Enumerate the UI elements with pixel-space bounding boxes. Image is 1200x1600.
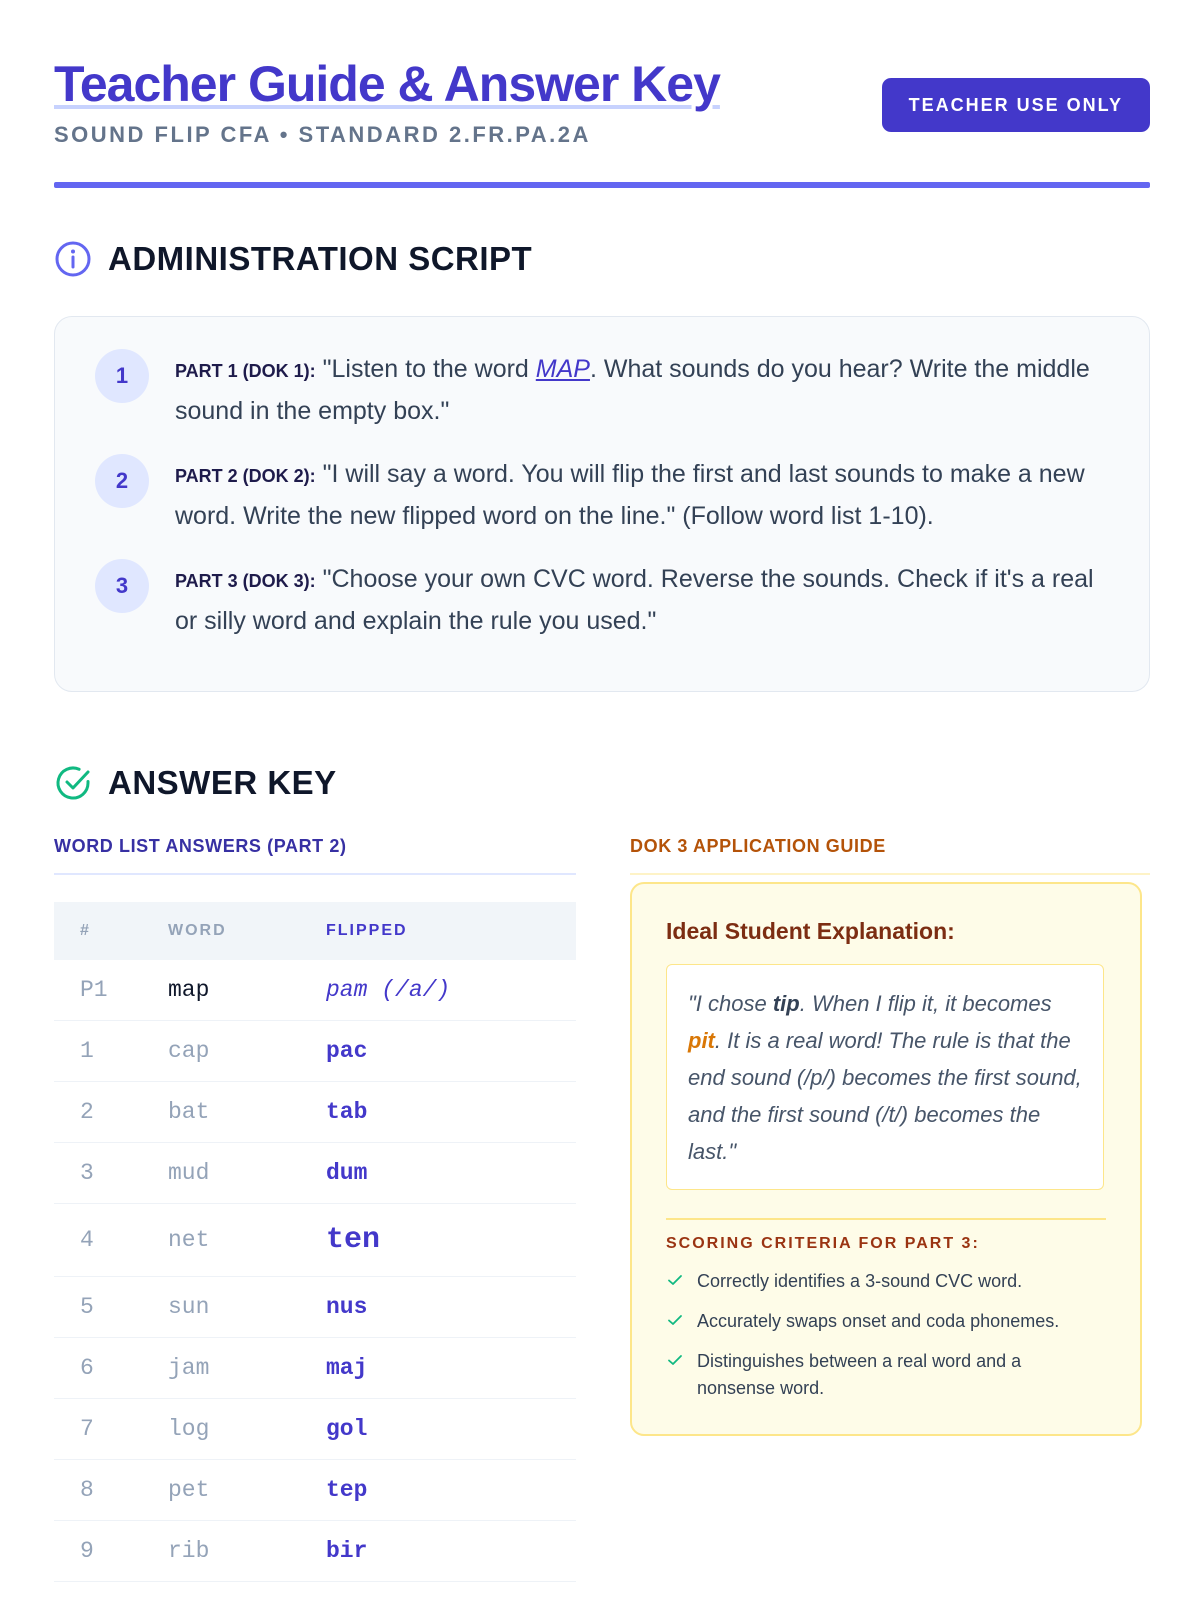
row-number: 9 — [54, 1521, 168, 1582]
row-number: 5 — [54, 1277, 168, 1338]
step-body: "I will say a word. You will flip the first and last sounds to make a new word. Write the new flipped word on the line." (Follow word list 1-10). — [175, 460, 1085, 530]
row-number: P1 — [54, 960, 168, 1021]
table-row — [54, 1460, 576, 1521]
criteria-divider — [666, 1218, 1106, 1220]
page-header — [54, 52, 1150, 202]
table-row — [54, 1082, 576, 1143]
row-number: 8 — [54, 1460, 168, 1521]
criteria-text: Distinguishes between a real word and a nonsense word. — [697, 1351, 1022, 1398]
step-body: "Choose your own CVC word. Reverse the sounds. Check if it's a real or silly word and explain the rule you used." — [175, 565, 1094, 635]
row-word: mud — [168, 1143, 326, 1204]
step-label: PART 3 (DOK 3): — [175, 571, 316, 591]
row-flipped: tab — [326, 1082, 576, 1143]
row-number: 2 — [54, 1082, 168, 1143]
answer-key-title: ANSWER KEY — [108, 764, 337, 801]
answer-key-heading — [54, 764, 337, 802]
row-number: 3 — [54, 1143, 168, 1204]
row-flipped: nus — [326, 1277, 576, 1338]
row-word: net — [168, 1204, 326, 1277]
row-word: bat — [168, 1082, 326, 1143]
word-list-label: WORD LIST ANSWERS (PART 2) — [54, 836, 347, 856]
admin-script-heading — [54, 240, 532, 278]
row-word: log — [168, 1399, 326, 1460]
row-number: 4 — [54, 1204, 168, 1277]
column-header-word: WORD — [168, 902, 326, 960]
quote-part: . It is a real word! The rule is that the end sound (/p/) becomes the first sound, and the first sound (/t/) becomes the last." — [688, 1028, 1082, 1164]
criteria-text: Correctly identifies a 3-sound CVC word. — [697, 1271, 1023, 1291]
step-label: PART 2 (DOK 2): — [175, 466, 316, 486]
step-number: 1 — [95, 349, 149, 403]
ideal-explanation-title: Ideal Student Explanation: — [666, 918, 955, 944]
quote-flipped-word: pit — [688, 1028, 715, 1053]
step-label: PART 1 (DOK 1): — [175, 361, 316, 381]
step-text-before: "Listen to the word — [315, 355, 536, 383]
word-list-table — [54, 902, 576, 1582]
row-flipped: pac — [326, 1021, 576, 1082]
table-row — [54, 1521, 576, 1582]
dok3-guide-box — [630, 882, 1142, 1436]
step-number: 3 — [95, 559, 149, 613]
step-keyword: MAP — [535, 355, 590, 383]
row-word: map — [168, 960, 326, 1021]
quote-part: "I chose — [688, 991, 773, 1016]
teacher-use-only-badge: TEACHER USE ONLY — [882, 78, 1150, 132]
row-word: rib — [168, 1521, 326, 1582]
quote-chosen-word: tip — [772, 991, 800, 1016]
admin-script-box — [54, 316, 1150, 692]
table-row — [54, 1338, 576, 1399]
admin-script-title: ADMINISTRATION SCRIPT — [108, 240, 533, 277]
row-flipped: maj — [326, 1338, 576, 1399]
row-word: jam — [168, 1338, 326, 1399]
row-number: 6 — [54, 1338, 168, 1399]
row-flipped: pam (/a/) — [326, 960, 576, 1021]
table-row — [54, 1021, 576, 1082]
row-flipped: bir — [326, 1521, 576, 1582]
table-row — [54, 1399, 576, 1460]
row-number: 1 — [54, 1021, 168, 1082]
check-icon — [666, 1311, 684, 1329]
table-row — [54, 1277, 576, 1338]
check-icon — [666, 1271, 684, 1289]
scoring-criteria-label: SCORING CRITERIA FOR PART 3: — [666, 1235, 980, 1252]
info-icon — [54, 240, 92, 278]
header-divider — [54, 182, 1150, 188]
quote-part: . When I flip it, it becomes — [799, 991, 1052, 1016]
step-number: 2 — [95, 454, 149, 508]
step-text — [175, 559, 1105, 641]
step-text-after: . What sounds do you hear? Write the middle sound in the empty box." — [175, 355, 1090, 425]
row-word: sun — [168, 1277, 326, 1338]
page-title: Teacher Guide & Answer Key — [54, 56, 720, 112]
check-circle-icon — [54, 764, 92, 802]
page-subtitle: SOUND FLIP CFA • STANDARD 2.FR.PA.2A — [54, 122, 591, 147]
criteria-text: Accurately swaps onset and coda phonemes. — [697, 1311, 1060, 1331]
row-flipped: gol — [326, 1399, 576, 1460]
row-flipped: dum — [326, 1143, 576, 1204]
row-word: pet — [168, 1460, 326, 1521]
table-header-row — [54, 902, 576, 960]
word-list-column — [54, 836, 576, 1564]
table-row — [54, 960, 576, 1021]
ideal-explanation-quote — [666, 964, 1104, 1190]
table-row — [54, 1143, 576, 1204]
step-text — [175, 349, 1105, 431]
dok3-guide-column — [630, 836, 1150, 1398]
column-header-number: # — [54, 902, 168, 960]
table-row — [54, 1204, 576, 1277]
dok3-guide-divider — [630, 873, 1150, 875]
word-list-divider — [54, 873, 576, 875]
row-word: cap — [168, 1021, 326, 1082]
row-flipped: tep — [326, 1460, 576, 1521]
row-flipped: ten — [326, 1204, 576, 1277]
row-number: 7 — [54, 1399, 168, 1460]
step-text — [175, 454, 1105, 536]
column-header-flipped: FLIPPED — [326, 902, 576, 960]
check-icon — [666, 1351, 684, 1369]
dok3-guide-label: DOK 3 APPLICATION GUIDE — [630, 836, 886, 856]
